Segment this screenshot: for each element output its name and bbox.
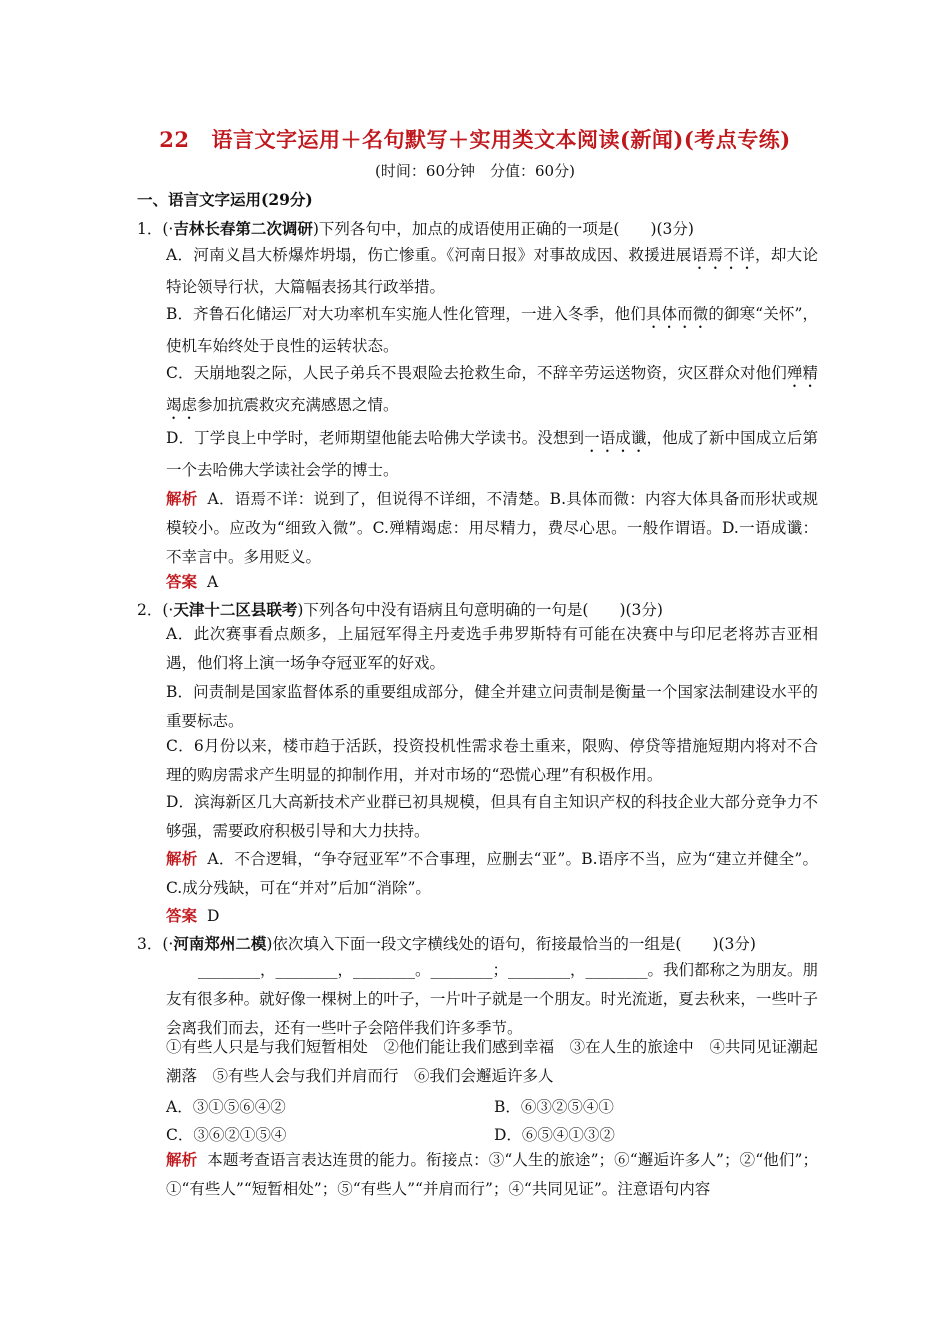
analysis-label: 解析 xyxy=(166,849,198,868)
option-text: ，他成了新中国成立后第一个去哈佛大学读社会学的博士。 xyxy=(166,429,818,479)
question-1-stem xyxy=(137,217,694,239)
dotted-idiom: 殚精竭虑 xyxy=(166,364,818,414)
title-number: 22 xyxy=(159,127,190,152)
question-source: 吉林长春第二次调研 xyxy=(173,219,313,238)
analysis-text: 本题考查语言表达连贯的能力。衔接点：③“人生的旅途”；⑥“邂逅许多人”；②“他们”；①“有些人”“短暂相处”；⑤“有些人”“并肩而行”；④“共同见证”。注意语句内容 xyxy=(166,1151,818,1198)
analysis-3 xyxy=(166,1145,818,1204)
option-text: D．丁学良上中学时，老师期望他能去哈佛大学读书。没想到 xyxy=(166,429,585,447)
sentence-items: ①有些人只是与我们短暂相处 ②他们能让我们感到幸福 ③在人生的旅途中 ④共同见证潮起潮落 ⑤有些人会与我们并肩而行 ⑥我们会邂逅许多人 xyxy=(166,1038,818,1085)
option-b: B．问责制是国家监督体系的重要组成部分，健全并建立问责制是衡量一个国家法制建设水平的重要标志。 xyxy=(166,683,818,730)
question-3-stem xyxy=(137,932,756,954)
question-text: )依次填入下面一段文字横线处的语句，衔接最恰当的一组是( )(3分) xyxy=(266,935,756,953)
dotted-idiom: 一语成谶 xyxy=(584,429,647,447)
question-text: )下列各句中没有语病且句意明确的一句是( )(3分) xyxy=(297,601,663,619)
question-number: 1．(· xyxy=(137,220,174,238)
option-text: 参加抗震救灾充满感恩之情。 xyxy=(197,396,399,414)
question-number: 2．(· xyxy=(137,601,174,619)
answer-2 xyxy=(166,901,818,931)
option-d: D．滨海新区几大高新技术产业群已初具规模，但具有自主知识产权的科技企业大部分竞争力不够强，需要政府积极引导和大力扶持。 xyxy=(166,793,818,840)
option-text: C．天崩地裂之际，人民子弟兵不畏艰险去抢救生命，不辞辛劳运送物资，灾区群众对他们 xyxy=(166,364,787,382)
option-c: C．6月份以来，楼市趋于活跃，投资投机性需求卷土重来，限购、停贷等措施短期内将对不合理的购房需求产生明显的抑制作用，并对市场的“恐慌心理”有积极作用。 xyxy=(166,737,818,784)
option-d: D．⑥⑤④①③② xyxy=(494,1126,615,1144)
option-b: B．⑥③②⑤④① xyxy=(494,1098,614,1116)
option-text: B．齐鲁石化储运厂对大功率机车实施人性化管理，一进入冬季，他们 xyxy=(166,305,646,323)
option-text: A．河南义昌大桥爆炸坍塌，伤亡惨重。《河南日报》对事故成因、救援进展 xyxy=(166,246,692,264)
dotted-idiom: 语焉不详 xyxy=(691,246,756,264)
section-heading: 一、语言文字运用(29分) xyxy=(137,190,313,209)
question-number: 3．(· xyxy=(137,935,174,953)
option-d xyxy=(166,424,818,485)
option-a: A．此次赛事看点颇多，上届冠军得主丹麦选手弗罗斯特有可能在决赛中与印尼老将苏吉亚相遇，他们将上演一场争夺冠亚军的好戏。 xyxy=(166,625,818,672)
option-b xyxy=(166,300,818,361)
option-a: A．③①⑤⑥④② xyxy=(166,1098,286,1116)
answer-value: A xyxy=(207,573,219,591)
analysis-1 xyxy=(166,484,818,572)
page-title xyxy=(0,124,950,154)
analysis-label: 解析 xyxy=(166,489,198,508)
answer-value: D xyxy=(207,907,220,925)
answer-1 xyxy=(166,567,818,597)
question-source: 河南郑州二模 xyxy=(173,934,267,953)
time-score-note: (时间：60分钟 分值：60分) xyxy=(375,162,575,180)
option-c xyxy=(166,359,818,423)
answer-label: 答案 xyxy=(166,572,198,591)
title-text: 语言文字运用＋名句默写＋实用类文本阅读(新闻)(考点专练) xyxy=(211,127,791,152)
analysis-2 xyxy=(166,844,818,903)
analysis-text: A．语焉不详：说到了，但说得不详细，不清楚。B.具体而微：内容大体具备而形状或规模较小。应改为“细致入微”。C.殚精竭虑：用尽精力，费尽心思。一般作谓语。D.一语成谶：不幸言中。多用贬义。 xyxy=(166,490,818,566)
option-text: 的御寒“关怀”，使机车始终处于良性的运转状态。 xyxy=(166,305,818,355)
answer-label: 答案 xyxy=(166,906,198,925)
analysis-label: 解析 xyxy=(166,1150,198,1169)
passage: ________，________，________。________；________，________。我们都称之为朋友。朋友有很多种。就好像一棵树上的叶子，一片叶子就是一个朋友。时光流逝，夏去秋来，一些叶子会离我们而去，还有一些叶子会陪伴我们许多季节。 xyxy=(166,961,819,1037)
question-source: 天津十二区县联考 xyxy=(173,600,298,619)
option-a xyxy=(166,241,818,302)
option-text: ，却大论特论领导行状，大篇幅表扬其行政举措。 xyxy=(166,246,818,296)
analysis-text: A．不合逻辑，“争夺冠亚军”不合事理，应删去“亚”。B.语序不当，应为“建立并健全”。C.成分残缺，可在“并对”后加“消除”。 xyxy=(166,850,818,897)
option-c: C．③⑥②①⑤④ xyxy=(166,1126,287,1144)
question-2-stem xyxy=(137,598,663,620)
question-text: )下列各句中，加点的成语使用正确的一项是( )(3分) xyxy=(312,220,694,238)
dotted-idiom: 具体而微 xyxy=(645,305,709,323)
